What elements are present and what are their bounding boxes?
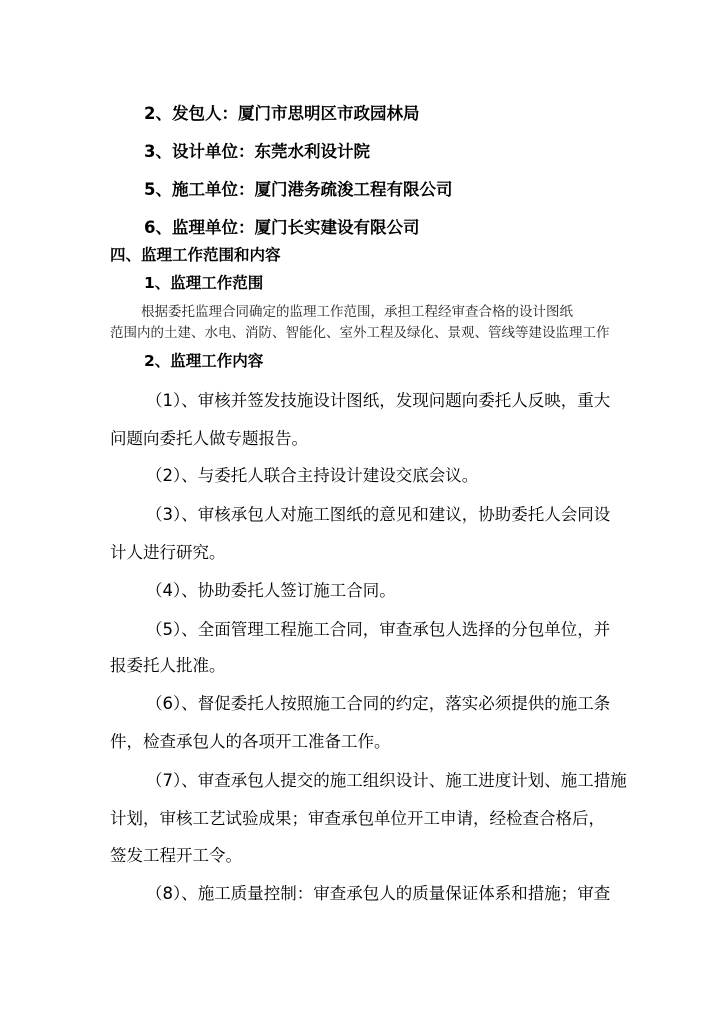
content-line: （4）、协助委托人签订施工合同。 xyxy=(146,581,396,600)
content-line: （2）、与委托人联合主持设计建设交底会议。 xyxy=(146,466,479,485)
content-line: （1）、审核并签发技施设计图纸，发现问题向委托人反映，重大 xyxy=(146,391,611,410)
item-design-unit: 3、设计单位：东莞水利设计院 xyxy=(144,142,370,161)
section-title: 四、监理工作范围和内容 xyxy=(110,246,281,264)
subsection-scope-title: 1、监理工作范围 xyxy=(144,274,264,292)
item-employer: 2、发包人：厦门市思明区市政园林局 xyxy=(144,104,420,123)
content-line: 问题向委托人做专题报告。 xyxy=(110,429,308,448)
content-line: 报委托人批准。 xyxy=(110,656,226,675)
content-line: （8）、施工质量控制：审查承包人的质量保证体系和措施；审查 xyxy=(146,884,611,903)
content-line: 件，检查承包人的各项开工准备工作。 xyxy=(110,732,391,751)
content-line: 计人进行研究。 xyxy=(110,543,226,562)
content-line: （5）、全面管理工程施工合同，审查承包人选择的分包单位，并 xyxy=(146,620,611,639)
content-line: 计划，审核工艺试验成果；审查承包单位开工申请，经检查合格后， xyxy=(110,809,605,828)
subsection-content-title: 2、监理工作内容 xyxy=(144,352,264,370)
content-line: 签发工程开工令。 xyxy=(110,846,242,865)
item-supervision-unit: 6、监理单位：厦门长实建设有限公司 xyxy=(144,218,420,237)
content-line: （7）、审查承包人提交的施工组织设计、施工进度计划、施工措施 xyxy=(146,771,627,790)
content-line: （6）、督促委托人按照施工合同的约定，落实必须提供的施工条 xyxy=(146,694,611,713)
item-construction-unit: 5、施工单位：厦门港务疏浚工程有限公司 xyxy=(144,180,453,199)
scope-text-line: 根据委托监理合同确定的监理工作范围，承担工程经审查合格的设计图纸 xyxy=(141,304,573,320)
content-line: （3）、审核承包人对施工图纸的意见和建议，协助委托人会同设 xyxy=(146,505,611,524)
scope-text-line: 范围内的土建、水电、消防、智能化、室外工程及绿化、景观、管线等建设监理工作 xyxy=(110,325,610,341)
